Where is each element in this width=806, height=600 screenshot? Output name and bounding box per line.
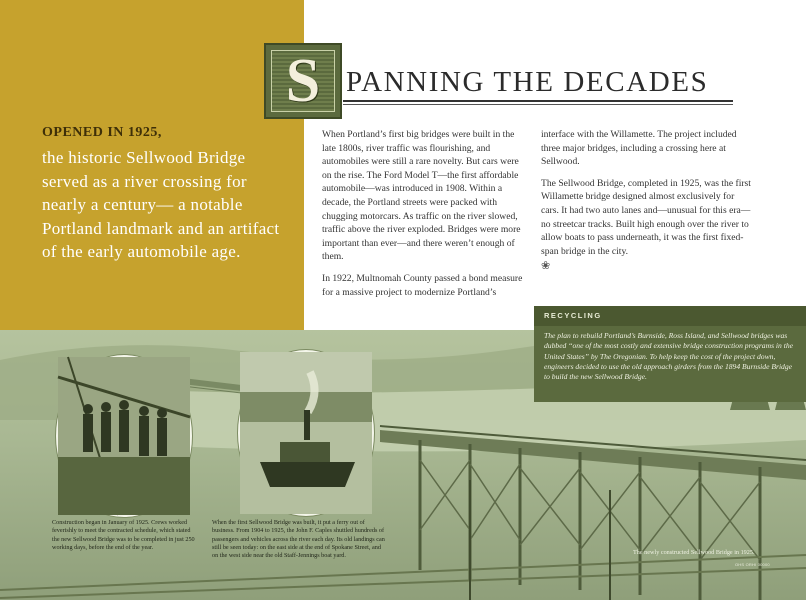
intro-text: the historic Sellwood Bridge served as a river crossing for nearly a century— a notable Portland landmark and an artifact of the early automobile age. bbox=[42, 148, 280, 261]
ornament-icon: ❀ bbox=[541, 260, 551, 272]
photo-credit: OHS ORHI 00000 bbox=[735, 562, 770, 567]
drop-cap-box bbox=[264, 43, 342, 119]
recycling-sidebar bbox=[534, 306, 806, 402]
caption-ferry: When the first Sellwood Bridge was built, it put a ferry out of business. From 1904 to 1925, the John F. Caples shuttled hundreds of passengers and vehicles across the river each day. Its old landings can still be seen today: on the east side at the end of Spokane Street, and on the west side near the old Staff-Jennings boat yard. bbox=[212, 519, 385, 560]
body-column-1 bbox=[322, 128, 527, 307]
construction-crew-image bbox=[58, 357, 190, 515]
construction-crew-photo bbox=[56, 355, 192, 517]
caption-construction: Construction began in January of 1925. Crews worked feverishly to meet the contracted schedule, which stated the new Sellwood Bridge was to be completed in just 250 working days, before the end of the year. bbox=[52, 519, 195, 551]
caption-bridge-1925: The newly constructed Sellwood Bridge in 1925. bbox=[633, 549, 755, 556]
intro-panel bbox=[0, 0, 304, 330]
intro-opened-heading: OPENED IN 1925, bbox=[42, 125, 162, 140]
body-column-2 bbox=[541, 128, 751, 266]
recycling-heading: RECYCLING bbox=[534, 306, 806, 326]
drop-cap-letter: S bbox=[285, 47, 321, 115]
body-paragraph: When Portland’s first big bridges were built in the late 1800s, river traffic was flourishing, and automobiles were still a rare novelty. But cars were on the rise. The Ford Model T—the first affordable automobile—was introduced in 1908. Within a decade, the Portland streets were packed with chugging motorcars. As traffic on the river slowed, traffic above the river exploded. Bridges were more important than ever—and there weren’t enough of them. bbox=[322, 129, 521, 263]
body-paragraph: interface with the Willamette. The project included three major bridges, including a crossing here at Sellwood. bbox=[541, 129, 737, 168]
page-title: PANNING THE DECADES bbox=[346, 66, 709, 98]
recycling-text: The plan to rebuild Portland’s Burnside, Ross Island, and Sellwood bridges was dubbed “one of the most costly and extensive bridge construction programs in the United States” by The Oregonian. To help keep the cost of the project down, engineers decided to use the old approach girders from the 1894 Burnside Bridge to build the new Sellwood Bridge. bbox=[544, 331, 794, 382]
title-rule-thin bbox=[343, 104, 733, 105]
title-rule bbox=[343, 100, 733, 102]
ferry-photo bbox=[238, 350, 374, 516]
body-paragraph: In 1922, Multnomah County passed a bond measure for a massive project to modernize Portland’s bbox=[322, 272, 523, 298]
ferry-image bbox=[240, 352, 372, 514]
body-paragraph: The Sellwood Bridge, completed in 1925, was the first Willamette bridge designed almost exclusively for cars. It had two auto lanes and—unusual for this era—no streetcar tracks. Built high enough over the river to allow boats to pass underneath, it was the first fixed-span bridge in the city. bbox=[541, 177, 751, 257]
